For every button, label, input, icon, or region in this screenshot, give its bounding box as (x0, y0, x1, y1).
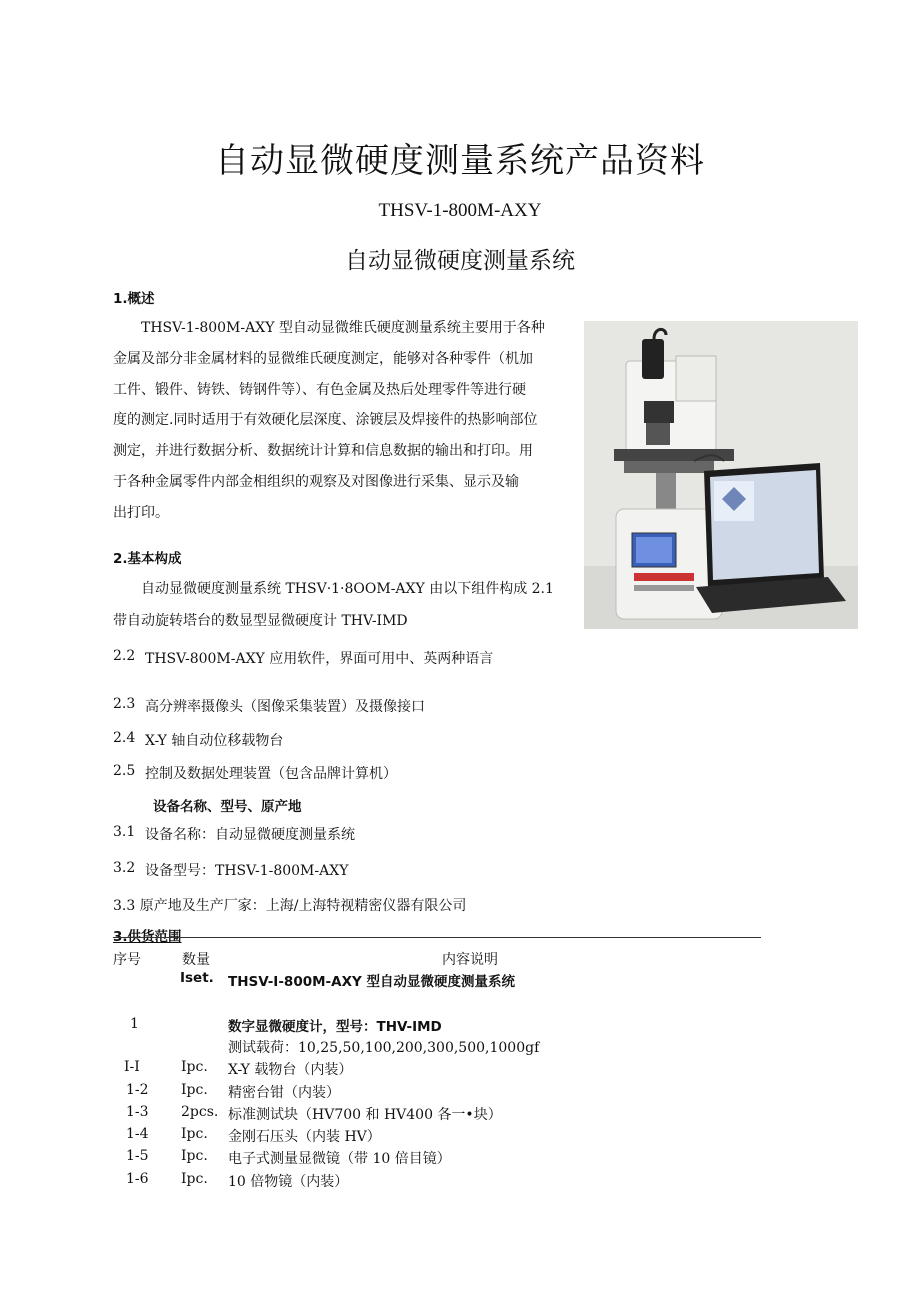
row-seq: I-I (124, 1059, 140, 1075)
main-load: 测试载荷：10,25,50,100,200,300,500,1000gf (228, 1040, 540, 1056)
row-desc: 金刚石压头（内装 HV） (228, 1129, 381, 1145)
row-desc: 电子式测量显微镜（带 10 倍目镜） (228, 1151, 451, 1167)
paragraph-line: 出打印。 (113, 504, 169, 521)
list-item-text: 高分辨率摄像头（图像采集装置）及摄像接口 (145, 699, 425, 715)
paragraph-line: THSV-1-800M-AXY 型自动显微维氏硬度测量系统主要用于各种 (141, 320, 545, 336)
section-heading-overview: 1.概述 (113, 291, 155, 307)
paragraph-line: 工件、锻件、铸铁、铸钢件等）、有色金属及热后处理零件等进行硬 (113, 381, 526, 398)
row-desc: X-Y 载物台（内装） (228, 1062, 353, 1078)
paragraph-line: 金属及部分非金属材料的显微维氏硬度测定，能够对各种零件（机加 (113, 350, 533, 367)
list-item-text: 控制及数据处理装置（包含品牌计算机） (145, 766, 397, 782)
row-qty: 2pcs. (181, 1104, 219, 1120)
list-item-number: 3.2 (113, 860, 136, 876)
row-qty: Ipc. (181, 1082, 208, 1098)
row-desc: 10 倍物镜（内装） (228, 1174, 349, 1190)
list-item-number: 2.2 (113, 648, 136, 664)
column-header-qty: 数量 (182, 952, 210, 968)
paragraph-line: 测定，并进行数据分析、数据统计计算和信息数据的输出和打印。用 (113, 443, 533, 460)
row-seq: 1-4 (126, 1126, 149, 1142)
overview-paragraph (113, 313, 575, 529)
list-item-number: 2.4 (113, 730, 136, 746)
composition-intro-line: 自动显微硬度测量系统 THSV·1·8OOM-AXY 由以下组件构成 2.1 (141, 581, 554, 597)
row-seq: 1-3 (126, 1104, 149, 1120)
row-seq: 1-6 (126, 1171, 149, 1187)
main-seq: 1 (130, 1016, 139, 1032)
list-item-number: 2.5 (113, 763, 136, 779)
row-seq: 1-2 (126, 1082, 149, 1098)
list-item-text: 设备名称：自动显微硬度测量系统 (145, 827, 355, 843)
section-heading-composition: 2.基本构成 (113, 551, 182, 567)
row-desc: 精密台钳（内装） (228, 1085, 340, 1101)
document-subtitle: 自动显微硬度测量系统 (345, 248, 575, 274)
main-desc: 数字显微硬度计，型号：THV-IMD (228, 1019, 442, 1035)
product-photo (584, 321, 858, 629)
document-title: 自动显微硬度测量系统产品资料 (215, 141, 705, 181)
set-qty: Iset. (180, 970, 214, 986)
section-heading-supply: 3.供货范围 (113, 929, 182, 945)
section-heading-equipment: 设备名称、型号、原产地 (153, 799, 302, 815)
row-qty: Ipc. (181, 1059, 208, 1075)
row-qty: Ipc. (181, 1126, 208, 1142)
paragraph-line: 度的测定.同时适用于有效硬化层深度、涂镀层及焊接件的热影响部位 (113, 412, 538, 429)
list-item-text: 3.3 原产地及生产厂家：上海/上海特视精密仪器有限公司 (113, 898, 467, 914)
row-qty: Ipc. (181, 1171, 208, 1187)
column-header-seq: 序号 (113, 952, 141, 968)
list-item-number: 2.3 (113, 696, 136, 712)
composition-item-2-1: 带自动旋转塔台的数显型显微硬度计 THV-IMD (113, 613, 408, 629)
column-header-desc: 内容说明 (442, 952, 498, 968)
set-desc: THSV-I-800M-AXY 型自动显微硬度测量系统 (228, 974, 515, 990)
heading-rule (113, 937, 761, 938)
row-qty: Ipc. (181, 1148, 208, 1164)
paragraph-line: 于各种金属零件内部金相组织的观察及对图像进行采集、显示及输 (113, 473, 519, 490)
list-item-text: 设备型号：THSV-1-800M-AXY (145, 863, 349, 879)
list-item-text: THSV-800M-AXY 应用软件，界面可用中、英两种语言 (145, 651, 494, 667)
model-number: THSV-1-800M-AXY (378, 200, 542, 221)
list-item-text: X-Y 轴自动位移载物台 (145, 733, 284, 749)
list-item-number: 3.1 (113, 824, 136, 840)
row-desc: 标准测试块（HV700 和 HV400 各一•块） (228, 1107, 502, 1123)
row-seq: 1-5 (126, 1148, 149, 1164)
